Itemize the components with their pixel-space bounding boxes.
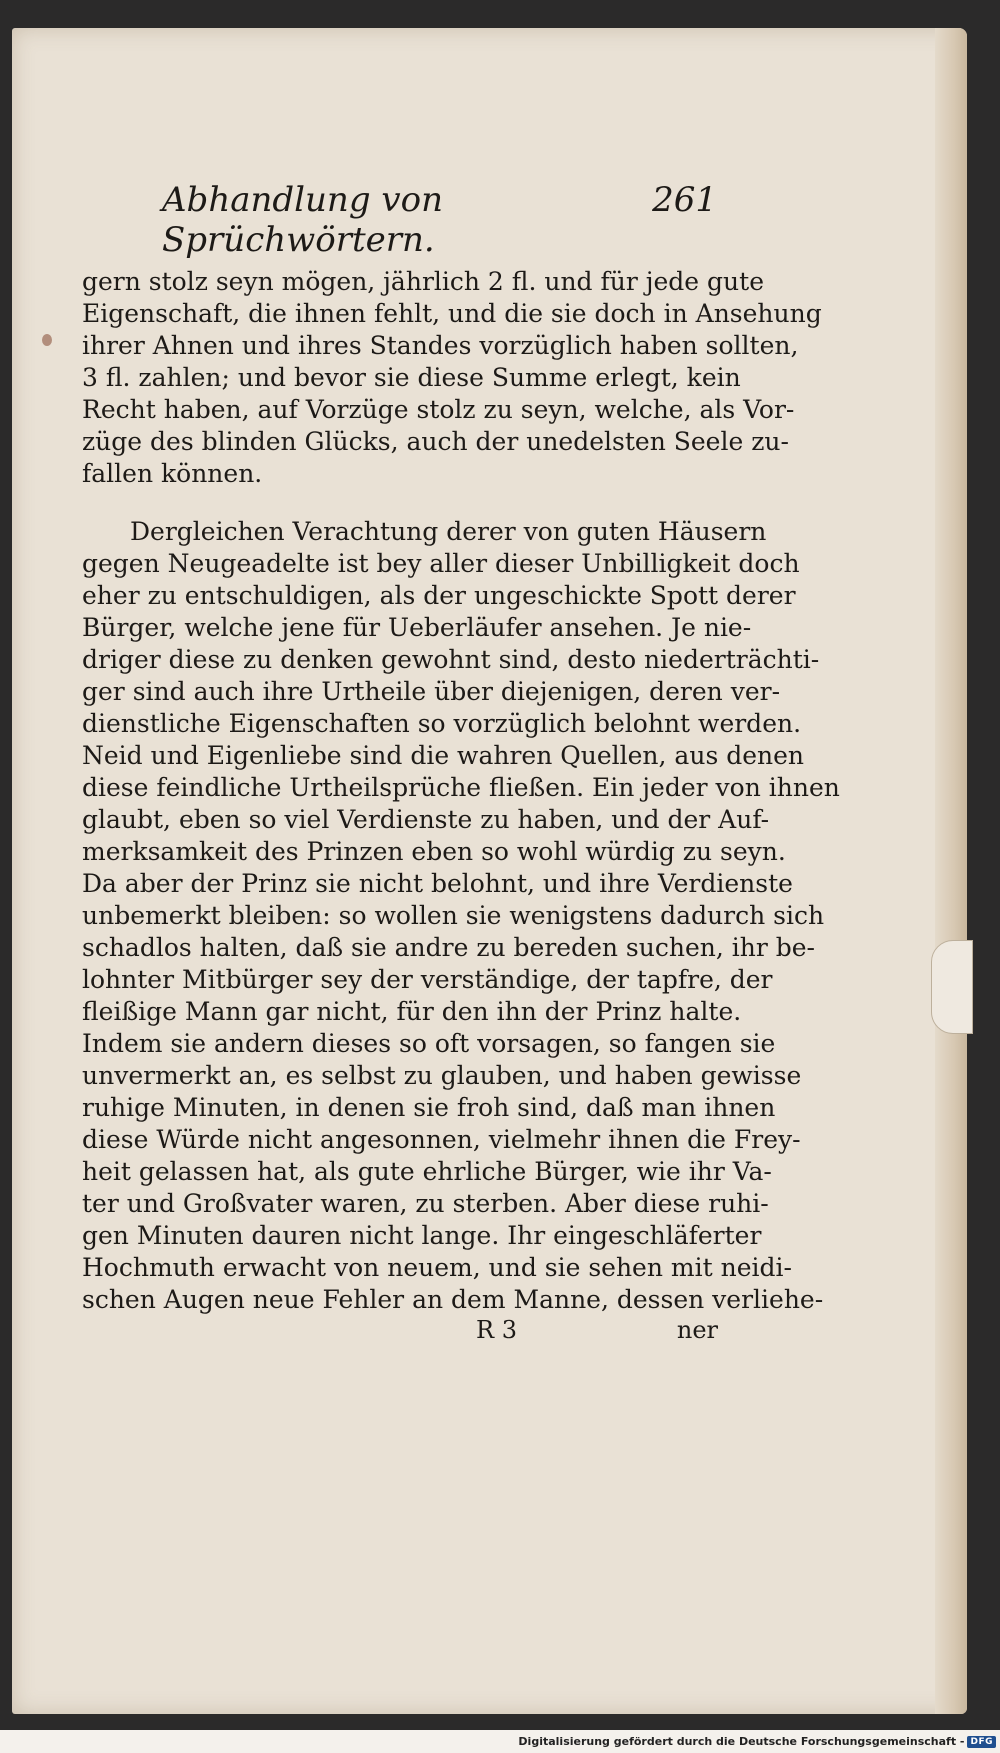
text-line: unvermerkt an, es selbst zu glauben, und haben gewisse: [82, 1061, 802, 1090]
body-text: [82, 266, 840, 1316]
running-title: Abhandlung von Sprüchwörtern.: [162, 180, 443, 260]
credit-text: Digitalisierung gefördert durch die Deutsche Forschungsgemeinschaft -: [518, 1735, 965, 1748]
text-line: gegen Neugeadelte ist bey aller dieser Unbilligkeit doch: [82, 549, 800, 578]
text-line: driger diese zu denken gewohnt sind, desto niederträchti-: [82, 645, 820, 674]
text-line: unbemerkt bleiben: so wollen sie wenigstens dadurch sich: [82, 901, 825, 930]
text-line: Dergleichen Verachtung derer von guten Häusern: [130, 517, 767, 546]
text-line: ger sind auch ihre Urtheile über diejenigen, deren ver-: [82, 677, 781, 706]
text-line: züge des blinden Glücks, auch der unedelsten Seele zu-: [82, 427, 789, 456]
text-line: gern stolz seyn mögen, jährlich 2 fl. und für jede gute: [82, 267, 764, 296]
text-line: Indem sie andern dieses so oft vorsagen, so fangen sie: [82, 1029, 776, 1058]
text-line: Neid und Eigenliebe sind die wahren Quellen, aus denen: [82, 741, 805, 770]
text-line: Eigenschaft, die ihnen fehlt, und die sie doch in Ansehung: [82, 299, 822, 328]
funding-credit: [0, 1730, 1000, 1753]
text-line: lohnter Mitbürger sey der verständige, der tapfre, der: [82, 965, 773, 994]
text-line: Recht haben, auf Vorzüge stolz zu seyn, welche, als Vor-: [82, 395, 795, 424]
page-tab: [931, 940, 973, 1034]
text-line: Hochmuth erwacht von neuem, und sie sehen mit neidi-: [82, 1253, 792, 1282]
text-line: fallen können.: [82, 459, 263, 488]
text-line: Da aber der Prinz sie nicht belohnt, und ihre Verdienste: [82, 869, 793, 898]
catchword: ner: [676, 1316, 718, 1344]
text-line: ihrer Ahnen und ihres Standes vorzüglich haben sollten,: [82, 331, 799, 360]
text-line: diese Würde nicht angesonnen, vielmehr ihnen die Frey-: [82, 1125, 801, 1154]
text-line: glaubt, eben so viel Verdienste zu haben, und der Auf-: [82, 805, 770, 834]
book-page: [12, 28, 967, 1714]
text-line: schadlos halten, daß sie andre zu bereden suchen, ihr be-: [82, 933, 815, 962]
text-line: eher zu entschuldigen, als der ungeschickte Spott derer: [82, 581, 796, 610]
signature-mark: R 3: [476, 1316, 517, 1344]
running-header: [162, 180, 717, 260]
text-line: schen Augen neue Fehler an dem Manne, dessen verliehe-: [82, 1285, 824, 1314]
text-line: heit gelassen hat, als gute ehrliche Bürger, wie ihr Va-: [82, 1157, 772, 1186]
text-line: Bürger, welche jene für Ueberläufer ansehen. Je nie-: [82, 613, 752, 642]
text-line: ter und Großvater waren, zu sterben. Aber diese ruhi-: [82, 1189, 769, 1218]
text-line: ruhige Minuten, in denen sie froh sind, daß man ihnen: [82, 1093, 776, 1122]
paragraph: [82, 516, 840, 1316]
dfg-logo: DFG: [967, 1736, 996, 1748]
page-footer: [82, 1316, 718, 1350]
text-line: gen Minuten dauren nicht lange. Ihr eingeschläferter: [82, 1221, 762, 1250]
ink-spot: [42, 334, 52, 346]
text-line: fleißige Mann gar nicht, für den ihn der Prinz halte.: [82, 997, 742, 1026]
text-line: dienstliche Eigenschaften so vorzüglich belohnt werden.: [82, 709, 802, 738]
text-line: diese feindliche Urtheilsprüche fließen. Ein jeder von ihnen: [82, 773, 840, 802]
page-number: 261: [652, 180, 717, 220]
paragraph: [82, 266, 822, 490]
page-edge: [935, 28, 967, 1714]
text-line: 3 fl. zahlen; und bevor sie diese Summe erlegt, kein: [82, 363, 741, 392]
text-line: merksamkeit des Prinzen eben so wohl würdig zu seyn.: [82, 837, 786, 866]
